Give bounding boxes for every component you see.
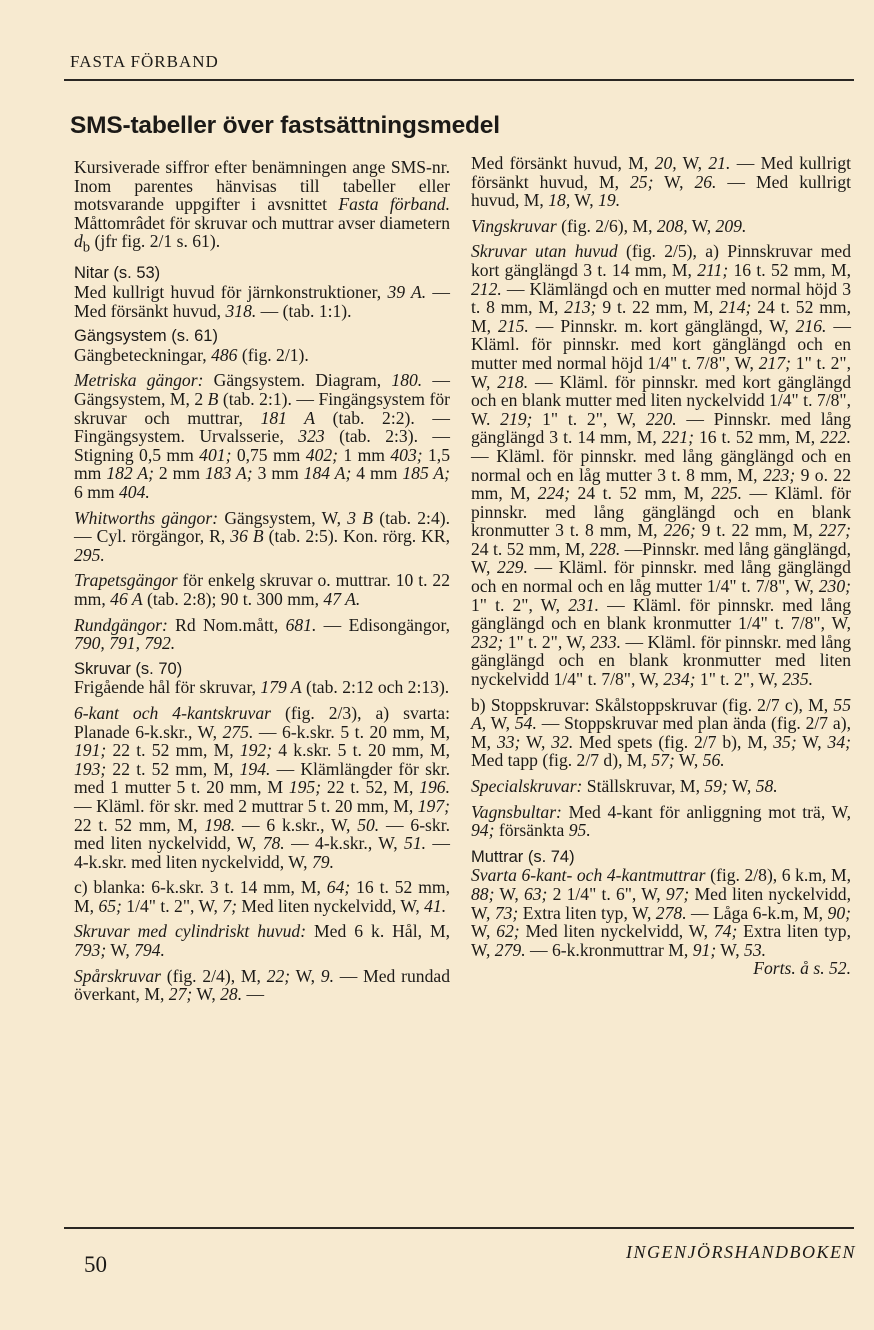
section-heading-nitar: Nitar (s. 53): [74, 264, 161, 283]
muttrar-paragraph: Svarta 6-kant- och 4-kantmuttrar (fig. 2/8), 6 k.m, M, 88; W, 63; 2 1/4" t. 6", W, 97; Med liten nyckelvidd, W, 73; Extra liten typ, W, 278. — Låga 6-k.m, M, 90; W, 62; Med liten nyckelvidd, W, 74; Extra liten typ, W, 279. — 6-k.kronmuttrar M, 91; W, 53. Forts. å s. 52.: [471, 865, 851, 979]
sparskruvar-paragraph: Spårskruvar (fig. 2/4), M, 22; W, 9. — Med rundad överkant, M, 27; W, 28. —: [74, 965, 450, 1005]
book-title: INGENJÖRSHANDBOKEN: [626, 1242, 856, 1262]
vingskruvar-paragraph: Vingskruvar (fig. 2/6), M, 208, W, 209.: [471, 215, 747, 236]
continued-note: Forts. å s. 52.: [753, 958, 851, 979]
left-column: [74, 158, 450, 1011]
page-title: SMS-tabeller över fastsättningsmedel: [70, 112, 500, 139]
whitworths-paragraph: Whitworths gängor: Gängsystem, W, 3 B (tab. 2:4). — Cyl. rörgängor, R, 36 B (tab. 2:5). Kon. rörg. KR, 295.: [74, 507, 450, 565]
gangbeteckningar-paragraph: Gängbeteckningar, 486 (fig. 2/1).: [74, 344, 309, 365]
nitar-paragraph: Med kullrigt huvud för järnkonstruktioner, 39 A. — Med försänkt huvud, 318. — (tab. 1:1).: [74, 282, 450, 321]
utan-huvud-paragraph: Skruvar utan huvud (fig. 2/5), a) Pinnskruvar med kort gänglängd 3 t. 14 mm, M, 211; 16 t. 52 mm, M, 212. — Klämlängd och en mutter med normal höjd 3 t. 8 mm, M, 213; 9 t. 22 mm, M, 214; 24 t. 52 mm, M, 215. — Pinnskr. m. kort gänglängd, W, 216. — Kläml. för pinnskr. med kort gänglängd och en mutter med normal höjd 1/4" t. 7/8", W, 217; 1" t. 2", W, 218. — Kläml. för pinnskr. med kort gänglängd och en blank mutter med liten nyckelvidd 1/4" t. 7/8", W. 219; 1" t. 2", W, 220. — Pinnskr. med lång gänglängd 3 t. 14 mm, M, 221; 16 t. 52 mm, M, 222. — Kläml. för pinnskr. med lång gänglängd och en normal och en låg mutter 3 t. 8 mm, M, 223; 9 o. 22 mm, M, 224; 24 t. 52 mm, M, 225. — Kläml. för pinnskr. med lång gänglängd och en blank kronmutter 3 t. 8 mm, M, 226; 9 t. 22 mm, M, 227; 24 t. 52 mm, M, 228. —Pinnskr. med lång gänglängd, W, 229. — Kläml. för pinnskr. med lång gänglängd och en normal och en låg mutter 1/4" t. 7/8", W, 230; 1" t. 2", W, 231. — Kläml. för pinnskr. med lång gänglängd och en blank kronmutter 1/4" t. 7/8", W, 232; 1" t. 2", W, 233. — Kläml. för pinnskr. med lång gänglängd och en blank kronmutter med liten nyckelvidd 1/4" t. 7/8", W, 234; 1" t. 2", W, 235.: [471, 241, 852, 690]
section-heading-skruvar: Skruvar (s. 70): [74, 659, 183, 678]
frigaende-paragraph: Frigående hål för skruvar, 179 A (tab. 2:12 och 2:13).: [74, 677, 450, 698]
section-heading-muttrar: Muttrar (s. 74): [471, 847, 575, 866]
rundgangor-paragraph: Rundgängor: Rd Nom.mått, 681. — Edisongängor, 790, 791, 792.: [74, 614, 451, 654]
footer-rule: [64, 1227, 854, 1229]
kantskruvar-paragraph: 6-kant och 4-kantskruvar (fig. 2/3), a) svarta: Planade 6-k.skr., W, 275. — 6-k.skr. 5 t. 20 mm, M, 191; 22 t. 52 mm, M, 192; 4 k.skr. 5 t. 20 mm, M, 193; 22 t. 52 mm, M, 194. — Klämlängder för skr. med 1 mutter 5 t. 20 mm, M 195; 22 t. 52, M, 196. — Kläml. för skr. med 2 muttrar 5 t. 20 mm, M, 197; 22 t. 52 mm, M, 198. — 6 k.skr., W, 50. — 6-skr. med liten nyckelvidd, W, 78. — 4-k.skr., W, 51. — 4-k.skr. med liten nyckelvidd, W, 79.: [74, 702, 450, 872]
stoppskruvar-paragraph: b) Stoppskruvar: Skålstoppskruvar (fig. 2/7 c), M, 55 A, W, 54. — Stoppskruvar med plan ända (fig. 2/7 a), M, 33; W, 32. Med spets (fig. 2/7 b), M, 35; W, 34; Med tapp (fig. 2/7 d), M, 57; W, 56.: [471, 694, 851, 771]
specialskruvar-paragraph: Specialskruvar: Ställskruvar, M, 59; W, 58.: [471, 776, 778, 796]
blanka-paragraph: c) blanka: 6-k.skr. 3 t. 14 mm, M, 64; 16 t. 52 mm, M, 65; 1/4" t. 2", W, 7; Med liten nyckelvidd, W, 41.: [74, 877, 450, 916]
page-number: 50: [84, 1252, 107, 1277]
running-head: FASTA FÖRBAND: [70, 52, 219, 71]
intro-paragraph: Kursiverade siffror efter benämningen ange SMS-nr. Inom parentes hänvisas till tabeller eller motsvarande uppgifter i avsnittet Fasta förband. Måttomrâdet för skruvar och muttrar avser diametern $d_b$ (jfr fig. 2/1 s. 61).: [74, 157, 450, 256]
trapetsgangor-paragraph: Trapetsgängor för enkelg skruvar o. muttrar. 10 t. 22 mm, 46 A (tab. 2:8); 90 t. 300 mm, 47 A.: [74, 570, 450, 609]
header-rule: [64, 79, 854, 81]
forsankt-paragraph: Med försänkt huvud, M, 20, W, 21. — Med kullrigt försänkt huvud, M, 25; W, 26. — Med kullrigt huvud, M, 18, W, 19.: [471, 153, 852, 211]
section-heading-gangsystem: Gängsystem (s. 61): [74, 327, 218, 346]
right-column: [471, 154, 851, 978]
vagnsbultar-paragraph: Vagnsbultar: Med 4-kant för anliggning mot trä, W, 94; försänkta 95.: [471, 801, 851, 841]
cylindriskt-paragraph: Skruvar med cylindriskt huvud: Med 6 k. Hål, M, 793; W, 794.: [74, 921, 451, 961]
metriska-paragraph: Metriska gängor: Gängsystem. Diagram, 180. — Gängsystem, M, 2 B (tab. 2:1). — Fingängsystem för skruvar och muttrar, 181 A (tab. 2:2). — Fingängsystem. Urvalsserie, 323 (tab. 2:3). — Stigning 0,5 mm 401; 0,75 mm 402; 1 mm 403; 1,5 mm 182 A; 2 mm 183 A; 3 mm 184 A; 4 mm 185 A; 6 mm 404.: [74, 370, 451, 503]
